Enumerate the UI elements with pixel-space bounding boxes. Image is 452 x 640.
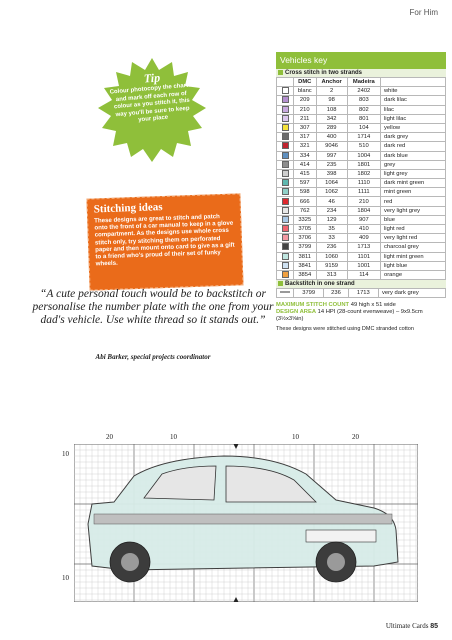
swatch-icon	[282, 225, 289, 232]
number-plate	[306, 530, 376, 542]
vehicles-key	[276, 52, 446, 332]
madeira-cell: 1713	[347, 243, 380, 252]
pull-quote: “A cute personal touch would be to backstitch or personalise the number plate with the one from your dad's vehicle. Use white thread so it stands out.”	[32, 288, 274, 327]
madeira-cell: 1802	[347, 169, 380, 178]
swatch-icon	[282, 179, 289, 186]
anchor-cell: 400	[316, 133, 347, 142]
swatch-icon	[282, 152, 289, 159]
swatch-icon	[282, 87, 289, 94]
dmc-cell: 307	[294, 123, 317, 132]
anchor-cell: 313	[316, 270, 347, 279]
anchor-cell: 1060	[316, 252, 347, 261]
anchor-cell: 398	[316, 169, 347, 178]
swatch-icon	[282, 96, 289, 103]
page-footer: Ultimate Cards 85	[385, 622, 438, 630]
anchor-cell: 33	[316, 234, 347, 243]
dmc-cell: 3705	[294, 225, 317, 234]
colour-name-cell: very light grey	[381, 206, 446, 215]
stitch-count: MAXIMUM STITCH COUNT 49 high x 51 wide DESIGN AREA 14 HPI (28-count evenweave) – 9x9.5cm (3½x3⅝in)	[276, 302, 423, 323]
madeira-cell: 104	[347, 123, 380, 132]
chart-top-label: 10	[170, 433, 177, 441]
dmc-cell: 334	[294, 151, 317, 160]
key-row	[277, 261, 446, 270]
dmc-cell: 317	[294, 133, 317, 142]
madeira-cell: 802	[347, 105, 380, 114]
swatch-icon	[282, 198, 289, 205]
anchor-cell: 46	[316, 197, 347, 206]
key-row	[277, 252, 446, 261]
key-row	[277, 234, 446, 243]
swatch-icon	[282, 188, 289, 195]
dmc-cell: 3854	[294, 270, 317, 279]
chart-top-label: 10	[292, 433, 299, 441]
anchor-cell: 108	[316, 105, 347, 114]
colour-name-cell: light mint green	[381, 252, 446, 261]
quote-attribution: Abi Barker, special projects coordinator	[95, 353, 211, 361]
chart-top-label: 20	[352, 433, 359, 441]
tip-title: Tip	[143, 70, 161, 86]
anchor-cell: 1064	[316, 179, 347, 188]
colour-name-cell: dark grey	[381, 133, 446, 142]
key-row	[277, 87, 446, 96]
key-row	[277, 243, 446, 252]
swatch-icon	[282, 207, 289, 214]
madeira-cell: 1001	[347, 261, 380, 270]
backstitch-table	[276, 288, 446, 298]
colour-name-cell: white	[381, 87, 446, 96]
dmc-cell: blanc	[294, 87, 317, 96]
madeira-cell: 409	[347, 234, 380, 243]
anchor-cell: 9046	[316, 142, 347, 151]
anchor-cell: 9159	[316, 261, 347, 270]
swatch-icon	[282, 262, 289, 269]
stitching-ideas-box	[86, 193, 243, 290]
key-row	[277, 151, 446, 160]
anchor-cell: 98	[316, 96, 347, 105]
swatch-icon	[282, 243, 289, 250]
colour-name-cell: very light red	[381, 234, 446, 243]
backstitch-heading: Backstitch in one strand	[276, 280, 446, 288]
dmc-cell: 211	[294, 114, 317, 123]
madeira-cell: 1111	[347, 188, 380, 197]
anchor-cell: 342	[316, 114, 347, 123]
colour-name-cell: dark mint green	[381, 179, 446, 188]
section-label: For Him	[409, 8, 438, 17]
colour-name-cell: orange	[381, 270, 446, 279]
key-row	[277, 197, 446, 206]
anchor-cell: 129	[316, 215, 347, 224]
dmc-cell: 3325	[294, 215, 317, 224]
madeira-cell: 801	[347, 114, 380, 123]
key-row	[277, 133, 446, 142]
madeira-cell: 210	[347, 197, 380, 206]
swatch-icon	[282, 106, 289, 113]
madeira-cell: 114	[347, 270, 380, 279]
key-row	[277, 169, 446, 178]
stitching-ideas-title: Stitching ideas	[93, 201, 163, 216]
dmc-cell: 3799	[294, 243, 317, 252]
colour-name-cell: dark red	[381, 142, 446, 151]
key-row	[277, 179, 446, 188]
madeira-cell: 1801	[347, 160, 380, 169]
dmc-cell: 210	[294, 105, 317, 114]
dmc-cell: 762	[294, 206, 317, 215]
backstitch-row	[277, 289, 446, 298]
key-note: These designs were stitched using DMC stranded cotton	[276, 326, 414, 333]
dmc-cell: 415	[294, 169, 317, 178]
swatch-icon	[282, 142, 289, 149]
key-row	[277, 160, 446, 169]
key-row	[277, 142, 446, 151]
key-row	[277, 114, 446, 123]
madeira-cell: 1004	[347, 151, 380, 160]
tip-body: Colour photocopy the charts and mark off each row of colour as you stitch it, this way you'll be sure to keep your place	[109, 82, 192, 124]
key-title: Vehicles key	[276, 52, 446, 69]
col-madeira: Madeira	[347, 78, 380, 87]
key-row	[277, 96, 446, 105]
swatch-icon	[282, 133, 289, 140]
key-row	[277, 225, 446, 234]
col-anchor: Anchor	[316, 78, 347, 87]
key-row	[277, 188, 446, 197]
colour-name-cell: mint green	[381, 188, 446, 197]
madeira-cell: 1110	[347, 179, 380, 188]
car-trim	[94, 514, 392, 524]
bullet-icon	[278, 70, 283, 75]
swatch-icon	[282, 115, 289, 122]
anchor-cell: 35	[316, 225, 347, 234]
key-table	[276, 77, 446, 280]
colour-name-cell: red	[381, 197, 446, 206]
anchor-cell: 236	[316, 243, 347, 252]
col-dmc: DMC	[294, 78, 317, 87]
swatch-icon	[282, 124, 289, 131]
swatch-icon	[282, 170, 289, 177]
dmc-cell: 3706	[294, 234, 317, 243]
anchor-cell: 236	[324, 289, 348, 298]
madeira-cell: 1101	[347, 252, 380, 261]
car-hubcap	[327, 553, 345, 571]
chart-left-label: 10	[62, 450, 69, 458]
dmc-cell: 598	[294, 188, 317, 197]
madeira-cell: 1714	[347, 133, 380, 142]
anchor-cell: 235	[316, 160, 347, 169]
colour-name-cell: lilac	[381, 105, 446, 114]
dmc-cell: 209	[294, 96, 317, 105]
colour-name-cell: light grey	[381, 169, 446, 178]
madeira-cell: 410	[347, 225, 380, 234]
dmc-cell: 3799	[294, 289, 324, 298]
bullet-icon	[278, 281, 283, 286]
key-row	[277, 270, 446, 279]
anchor-cell: 2	[316, 87, 347, 96]
chart-left-label: 10	[62, 574, 69, 582]
colour-name-cell: dark lilac	[381, 96, 446, 105]
dmc-cell: 3841	[294, 261, 317, 270]
colour-name-cell: light blue	[381, 261, 446, 270]
key-row	[277, 206, 446, 215]
madeira-cell: 907	[347, 215, 380, 224]
colour-name-cell: yellow	[381, 123, 446, 132]
swatch-icon	[282, 216, 289, 223]
dmc-cell: 321	[294, 142, 317, 151]
colour-name-cell: light lilac	[381, 114, 446, 123]
anchor-cell: 997	[316, 151, 347, 160]
colour-name-cell: very dark grey	[379, 289, 446, 298]
car-hubcap	[121, 553, 139, 571]
madeira-cell: 1804	[347, 206, 380, 215]
dmc-cell: 597	[294, 179, 317, 188]
dmc-cell: 414	[294, 160, 317, 169]
colour-name-cell: grey	[381, 160, 446, 169]
key-row	[277, 215, 446, 224]
colour-name-cell: blue	[381, 215, 446, 224]
madeira-cell: 510	[347, 142, 380, 151]
key-row	[277, 123, 446, 132]
swatch-icon	[282, 271, 289, 278]
stitching-ideas-body: These designs are great to stitch and patch onto the front of a car manual to keep in a glove compartment. As the designs use whole cross stitch only, try stitching them on perforated paper and then mount onto card to give as a gift to a friend who's proud of their set of funky wheels.	[94, 213, 235, 268]
madeira-cell: 2402	[347, 87, 380, 96]
cross-stitch-chart	[74, 444, 418, 602]
madeira-cell: 803	[347, 96, 380, 105]
colour-name-cell: dark blue	[381, 151, 446, 160]
cross-stitch-heading: Cross stitch in two strands	[276, 69, 446, 77]
anchor-cell: 289	[316, 123, 347, 132]
swatch-icon	[282, 234, 289, 241]
madeira-cell: 1713	[348, 289, 378, 298]
colour-name-cell: charcoal grey	[381, 243, 446, 252]
dmc-cell: 3811	[294, 252, 317, 261]
chart-top-label: 20	[106, 433, 113, 441]
anchor-cell: 1062	[316, 188, 347, 197]
anchor-cell: 234	[316, 206, 347, 215]
swatch-icon	[282, 161, 289, 168]
dmc-cell: 666	[294, 197, 317, 206]
key-row	[277, 105, 446, 114]
line-icon	[280, 290, 290, 294]
colour-name-cell: light red	[381, 225, 446, 234]
swatch-icon	[282, 253, 289, 260]
